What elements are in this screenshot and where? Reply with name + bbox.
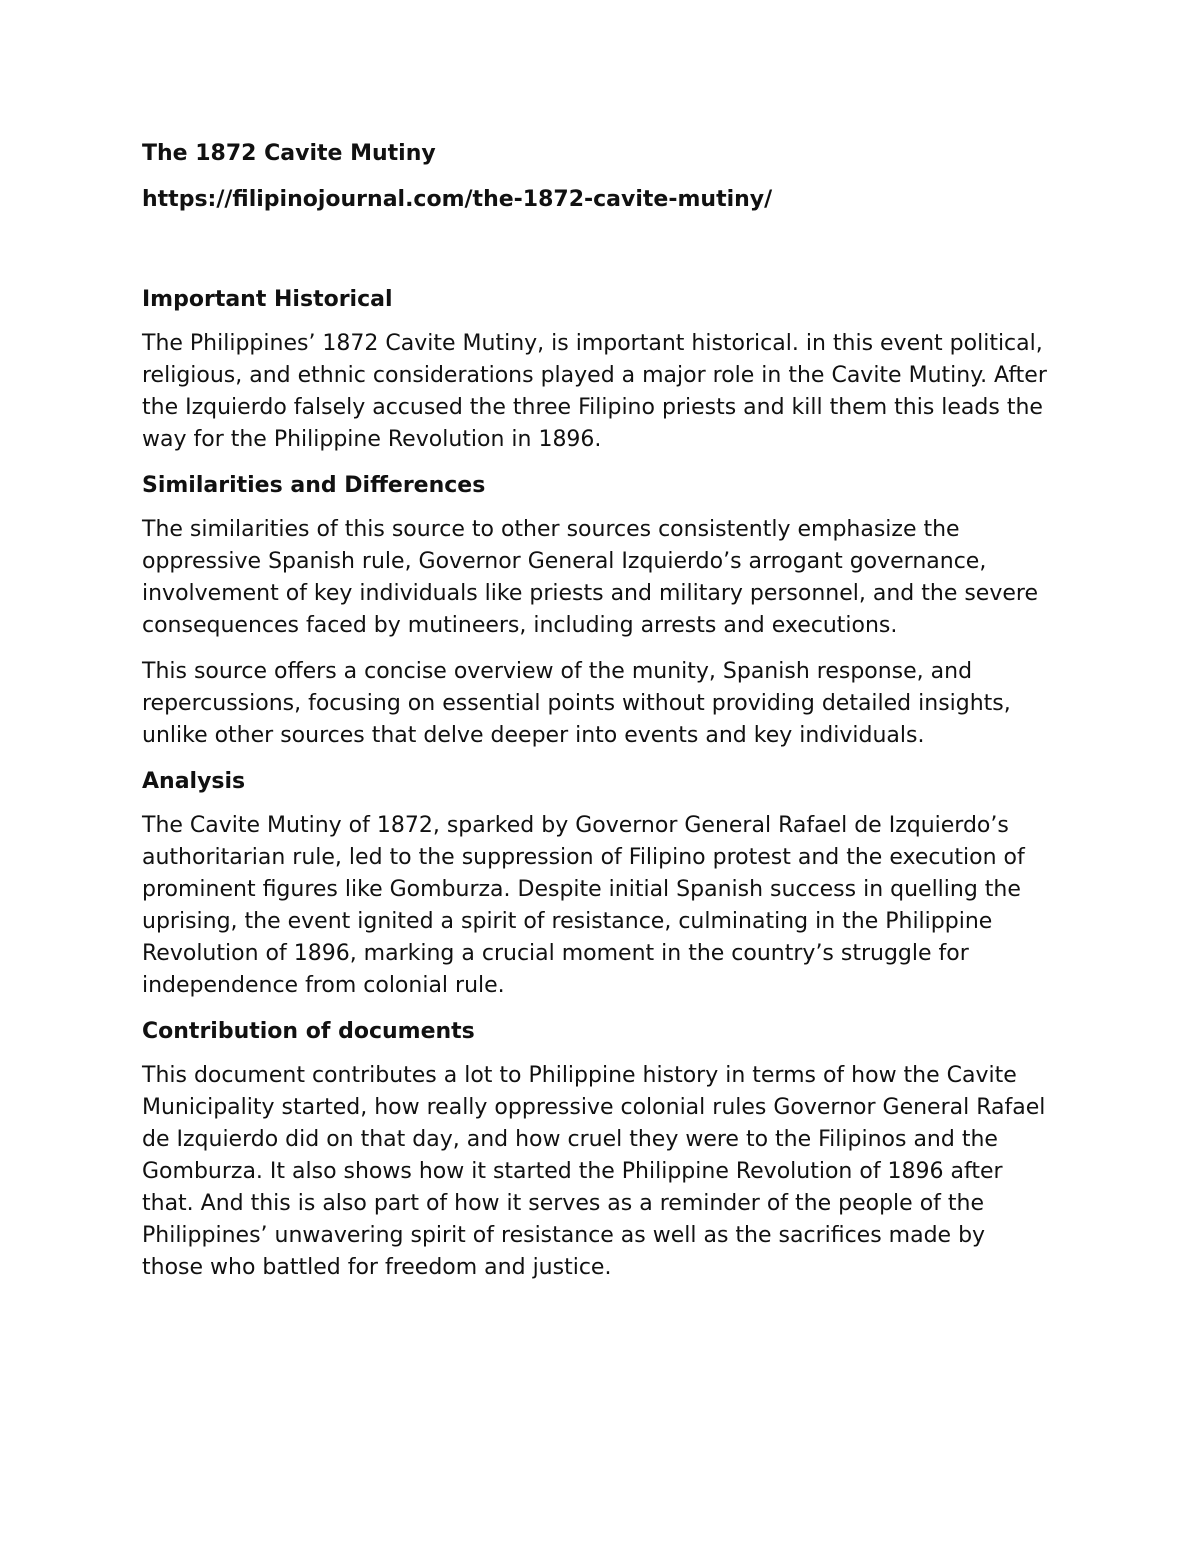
section-paragraph: This source offers a concise overview of the munity, Spanish response, and repercussions, focusing on essential points without providing detailed insights, unlike other sources that delve deeper into events and key individuals. <box>142 659 1011 748</box>
section-paragraph: This document contributes a lot to Philippine history in terms of how the Cavite Municipality started, how really oppressive colonial rules Governor General Rafael de Izquierdo did on that day, and how cruel they were to the Filipinos and the Gomburza. It also shows how it started the Philippine Revolution of 1896 after that. And this is also part of how it serves as a reminder of the people of the Philippines’ unwavering spirit of resistance as well as the sacrifices made by those who battled for freedom and justice. <box>142 1063 1046 1280</box>
section-heading: Analysis <box>142 769 246 794</box>
source-url: https://filipinojournal.com/the-1872-cavite-mutiny/ <box>142 187 773 212</box>
section-heading: Similarities and Differences <box>142 473 486 498</box>
section-paragraph: The Cavite Mutiny of 1872, sparked by Governor General Rafael de Izquierdo’s authoritarian rule, led to the suppression of Filipino protest and the execution of prominent figures like Gomburza. Despite initial Spanish success in quelling the uprising, the event ignited a spirit of resistance, culminating in the Philippine Revolution of 1896, marking a crucial moment in the country’s struggle for independence from colonial rule. <box>142 813 1025 998</box>
section-contribution <box>142 1016 1052 1284</box>
section-heading: Contribution of documents <box>142 1019 475 1044</box>
document-page <box>142 138 1052 1298</box>
document-title: The 1872 Cavite Mutiny <box>142 141 436 166</box>
section-heading: Important Historical <box>142 287 393 312</box>
section-important-historical <box>142 284 1052 456</box>
section-similarities-differences <box>142 470 1052 752</box>
section-paragraph: The similarities of this source to other sources consistently emphasize the oppressive Spanish rule, Governor General Izquierdo’s arrogant governance, involvement of key individuals like priests and military personnel, and the severe consequences faced by mutineers, including arrests and executions. <box>142 517 1038 638</box>
section-analysis <box>142 766 1052 1002</box>
section-paragraph: The Philippines’ 1872 Cavite Mutiny, is important historical. in this event political, religious, and ethnic considerations played a major role in the Cavite Mutiny. After the Izquierdo falsely accused the three Filipino priests and kill them this leads the way for the Philippine Revolution in 1896. <box>142 331 1047 452</box>
